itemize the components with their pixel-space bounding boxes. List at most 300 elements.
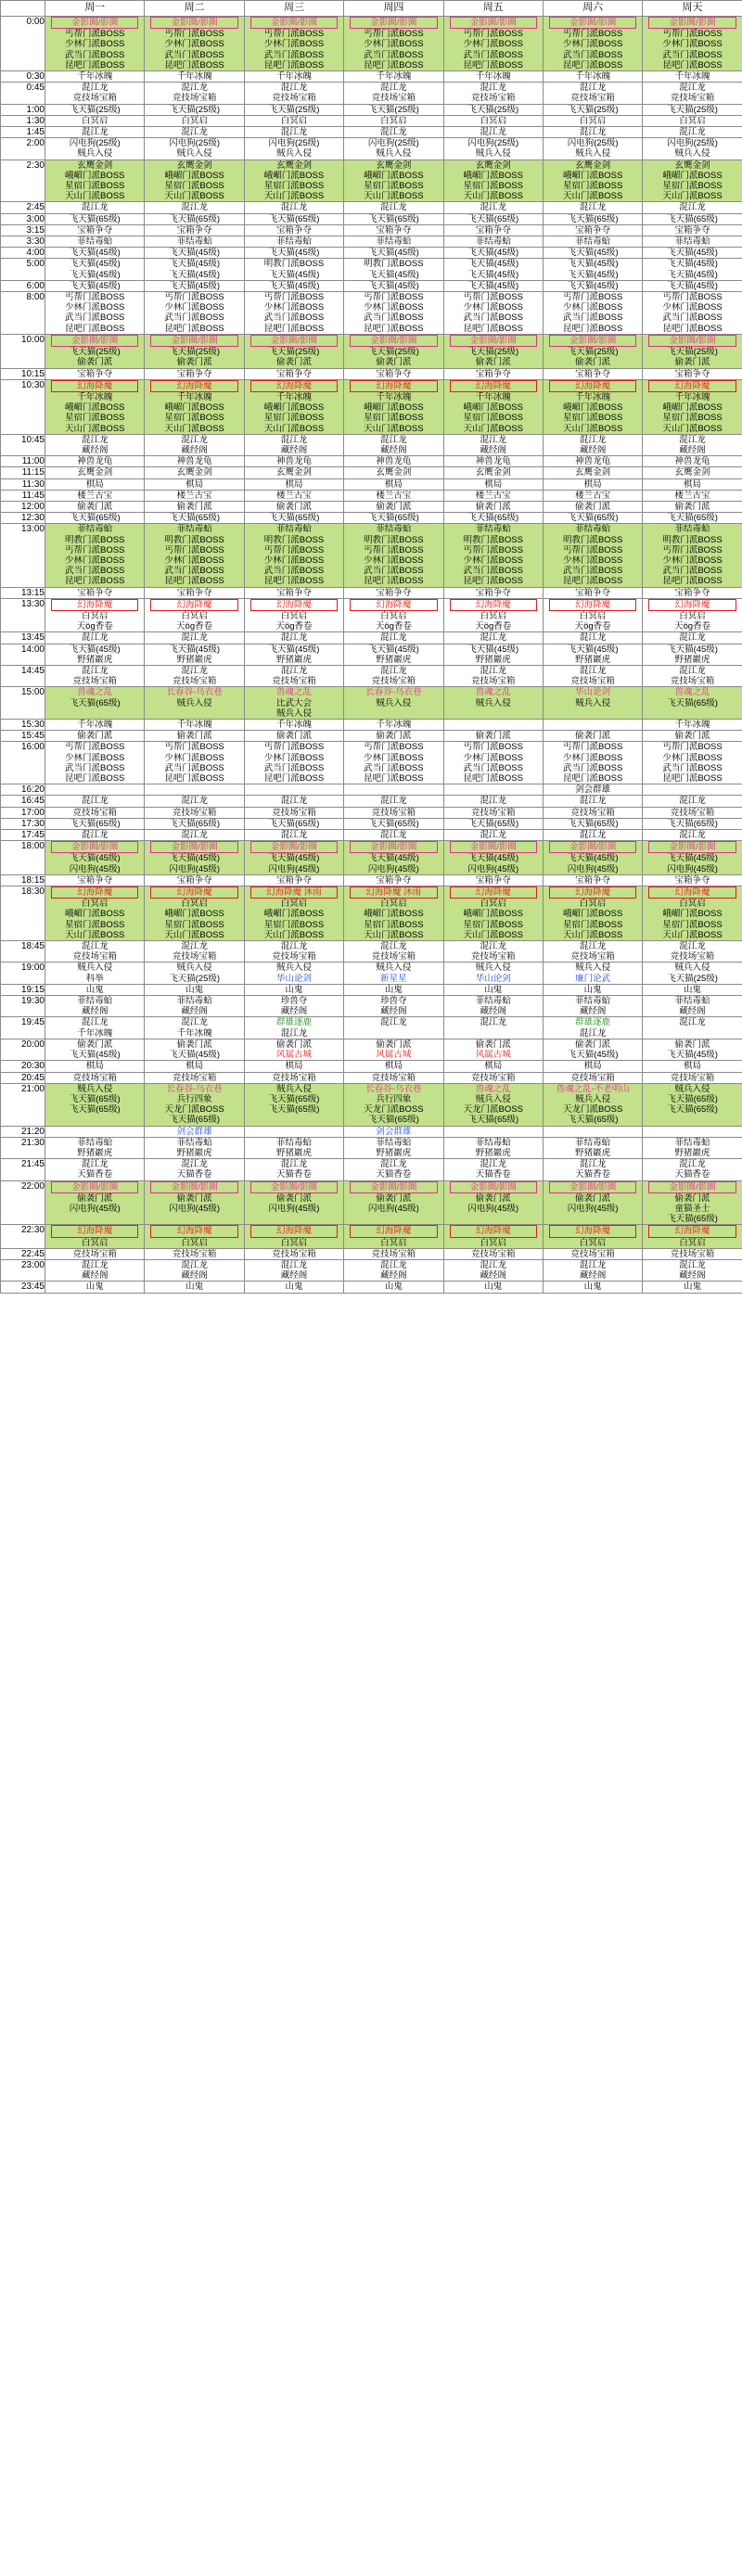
event-label: 混江龙 <box>579 202 607 213</box>
event-label: 菲结毒蛤 <box>475 996 511 1007</box>
event-label: 混江龙 <box>181 796 208 807</box>
event-label: 混江龙 <box>679 830 706 841</box>
event-label: 菲结毒蛤 <box>275 236 312 248</box>
event-label: 宝箱争夺 <box>575 874 611 886</box>
event-label: 混江龙 <box>579 665 607 676</box>
event-label: 藏经阁 <box>280 444 308 455</box>
schedule-cell <box>145 1072 244 1083</box>
event-label: 丐帮门派BOSS <box>64 29 125 40</box>
schedule-cell <box>45 456 145 467</box>
event-label: 天ög香卷 <box>275 621 313 632</box>
event-label: 楼兰古宝 <box>176 490 212 501</box>
table-row <box>1 490 742 501</box>
schedule-cell <box>244 213 343 224</box>
schedule-cell <box>543 784 642 796</box>
event-label: 混江龙 <box>280 202 308 213</box>
event-label: 丐帮门派BOSS <box>364 292 424 303</box>
event-label: 武当门派BOSS <box>662 312 723 324</box>
schedule-cell <box>543 224 642 236</box>
schedule-cell <box>244 259 343 280</box>
schedule-cell <box>543 731 642 742</box>
event-label: 贼兵入侵 <box>575 963 611 974</box>
schedule-cell <box>244 1017 343 1039</box>
event-label: 棋局 <box>484 478 503 490</box>
schedule-cell <box>443 104 543 115</box>
event-label: 贼兵入侵 <box>77 963 113 974</box>
schedule-cell <box>543 1137 642 1158</box>
schedule-cell <box>344 83 443 104</box>
schedule-cell <box>443 784 543 796</box>
schedule-cell <box>543 202 642 213</box>
event-label: 千年冰魄 <box>77 1027 113 1039</box>
event-label: 白冥启 <box>280 899 308 910</box>
schedule-cell <box>643 830 742 841</box>
event-label: 星宿门派BOSS <box>662 181 723 192</box>
schedule-cell <box>543 886 642 941</box>
table-row <box>1 368 742 379</box>
event-label: 星宿门派BOSS <box>662 919 723 930</box>
event-label: 飞天猫(45级) <box>667 280 718 291</box>
schedule-cell <box>145 501 244 512</box>
event-label: 昆吧门派BOSS <box>662 59 723 70</box>
event-label: 丐帮门派BOSS <box>64 292 125 303</box>
event-label: 千年冰魄 <box>275 391 312 402</box>
event-label: 混江龙 <box>480 796 507 807</box>
event-label: 混江龙 <box>380 1159 407 1170</box>
event-label: 贼兵入侵 <box>575 697 611 708</box>
time-label: 14:00 <box>1 644 45 665</box>
event-label: 宝箱争夺 <box>575 368 611 379</box>
event-label: 楼兰古宝 <box>475 490 511 501</box>
schedule-cell <box>443 1282 543 1293</box>
schedule-cell <box>45 71 145 83</box>
event-label: 幻海降魔 <box>150 1225 237 1237</box>
schedule-cell <box>543 159 642 202</box>
event-label: 千年冰魄 <box>77 720 113 730</box>
event-label: 山鬼 <box>85 1282 104 1293</box>
schedule-cell <box>45 996 145 1017</box>
event-label: 飞天猫(45级) <box>367 280 419 291</box>
schedule-cell <box>45 874 145 886</box>
event-label: 闪电狗(25级) <box>567 138 619 149</box>
event-label: 野猪巖虎 <box>275 1147 312 1158</box>
event-label: 星宿门派BOSS <box>364 919 424 930</box>
event-label: 神兽龙龟 <box>475 456 511 467</box>
schedule-cell <box>344 1282 443 1293</box>
schedule-cell <box>145 1137 244 1158</box>
event-label: 偷袭门派 <box>575 501 611 512</box>
event-label: 飞天猫(45级) <box>69 280 121 291</box>
schedule-cell <box>443 731 543 742</box>
event-label: 飞天猫(65级) <box>667 213 718 224</box>
schedule-cell <box>344 1180 443 1225</box>
table-row <box>1 731 742 742</box>
schedule-cell <box>45 1072 145 1083</box>
schedule-cell <box>244 984 343 995</box>
event-label: 宝箱争夺 <box>77 587 113 598</box>
event-label: 兵行四象 <box>176 1093 212 1104</box>
event-label: 天山门派BOSS <box>463 423 523 434</box>
event-label: 昆吧门派BOSS <box>164 59 224 70</box>
schedule-cell <box>145 941 244 963</box>
event-label: 武当门派BOSS <box>164 762 224 773</box>
event-label: 白冥启 <box>480 115 507 126</box>
event-label: 竞技场宝箱 <box>371 951 416 963</box>
schedule-cell <box>244 1072 343 1083</box>
schedule-cell <box>443 490 543 501</box>
schedule-cell <box>244 368 343 379</box>
schedule-cell <box>145 632 244 644</box>
event-label: 山鬼 <box>384 984 403 995</box>
event-label: 飞天猫(65级) <box>69 697 121 708</box>
schedule-cell <box>443 1061 543 1072</box>
event-label: 天山门派BOSS <box>562 929 623 940</box>
event-label: 竞技场宝箱 <box>570 951 615 963</box>
event-label: 星宿门派BOSS <box>364 181 424 192</box>
event-label: 偷袭门派 <box>176 357 212 368</box>
schedule-cell <box>244 1126 343 1137</box>
event-label: 混江龙 <box>380 796 407 807</box>
schedule-cell <box>45 687 145 720</box>
schedule-cell <box>344 456 443 467</box>
schedule-cell <box>643 1061 742 1072</box>
event-label: 混江龙 <box>280 1027 308 1039</box>
event-label: 兽魂之乱 <box>275 687 312 698</box>
schedule-cell <box>344 1225 443 1248</box>
event-label: 金影圈/影圈 <box>350 1181 437 1193</box>
event-label: 藏经阁 <box>81 1006 109 1017</box>
schedule-cell <box>344 742 443 784</box>
event-label: 野猪巖虎 <box>575 1147 611 1158</box>
schedule-cell <box>443 292 543 335</box>
event-label: 贼兵入侵 <box>176 963 212 974</box>
table-row <box>1 598 742 632</box>
event-label: 明教门派BOSS <box>562 534 623 545</box>
event-label: 金影圈/影圈 <box>549 1181 636 1193</box>
event-label: 丐帮门派BOSS <box>562 544 623 555</box>
event-label: 竞技场宝箱 <box>272 951 316 963</box>
event-label: 混江龙 <box>679 83 706 94</box>
schedule-cell <box>145 159 244 202</box>
event-label: 峨嵋门派BOSS <box>64 170 125 181</box>
day-header-mon: 周一 <box>45 1 145 17</box>
event-label: 幻海降魔 <box>648 380 736 392</box>
event-label: 飞天猫(45级) <box>367 269 419 280</box>
schedule-cell <box>443 456 543 467</box>
event-label: 菲结毒蛤 <box>176 524 212 535</box>
event-label: 偷袭门派 <box>176 501 212 512</box>
schedule-cell <box>443 796 543 807</box>
event-label: 混江龙 <box>579 830 607 841</box>
schedule-cell <box>244 720 343 731</box>
event-label: 飞天猫(45级) <box>69 644 121 655</box>
event-label: 竞技场宝箱 <box>272 807 316 818</box>
event-label: 昆吧门派BOSS <box>364 59 424 70</box>
event-label: 混江龙 <box>480 1159 507 1170</box>
event-label: 藏经阁 <box>380 1006 407 1017</box>
event-label: 峨嵋门派BOSS <box>263 402 325 414</box>
schedule-cell <box>543 334 642 368</box>
schedule-cell <box>643 1180 742 1225</box>
event-label: 武当门派BOSS <box>463 566 523 577</box>
event-label: 飞天猫(45级) <box>467 280 519 291</box>
event-label: 风属古城 <box>376 1050 412 1061</box>
schedule-cell <box>543 807 642 818</box>
event-label: 玄鹰金剑 <box>77 159 113 171</box>
time-label: 13:30 <box>1 598 45 632</box>
event-label: 白冥启 <box>480 899 507 910</box>
schedule-cell <box>543 490 642 501</box>
event-label: 混江龙 <box>679 665 706 676</box>
event-label: 菲结毒蛤 <box>475 524 511 535</box>
schedule-cell <box>45 379 145 434</box>
event-label: 金影圈/影圈 <box>450 841 537 853</box>
event-label: 星宿门派BOSS <box>164 181 224 192</box>
event-label: 千年冰魄 <box>674 391 710 402</box>
time-label: 11:00 <box>1 456 45 467</box>
time-label: 15:00 <box>1 687 45 720</box>
event-label: 峨嵋门派BOSS <box>662 170 723 181</box>
event-label: 混江龙 <box>480 83 507 94</box>
event-label: 武当门派BOSS <box>662 762 723 773</box>
time-label: 10:00 <box>1 334 45 368</box>
schedule-cell <box>543 874 642 886</box>
event-label: 飞天猫(65级) <box>69 513 121 524</box>
schedule-cell <box>643 213 742 224</box>
event-label: 群雄逐鹿 <box>275 1017 312 1028</box>
schedule-cell <box>643 796 742 807</box>
event-label: 少林门派BOSS <box>662 39 723 50</box>
schedule-cell <box>344 1017 443 1039</box>
event-label: 棋局 <box>684 1061 702 1072</box>
event-label: 白冥启 <box>579 899 607 910</box>
schedule-cell <box>45 1083 145 1126</box>
schedule-cell <box>145 467 244 478</box>
time-label: 21:00 <box>1 1083 45 1126</box>
event-label: 幻海降魔 <box>51 1225 138 1237</box>
event-label: 飞天猫(45级) <box>467 259 519 270</box>
table-row <box>1 127 742 138</box>
schedule-cell <box>643 687 742 720</box>
event-label: 幻海降魔 <box>450 886 537 899</box>
time-label: 12:00 <box>1 501 45 512</box>
event-label: 混江龙 <box>480 830 507 841</box>
schedule-cell <box>145 874 244 886</box>
event-label: 千年冰魄 <box>275 720 312 730</box>
schedule-cell <box>145 236 244 248</box>
event-label: 偷袭门派 <box>275 501 312 512</box>
event-label: 兽魂之乱 <box>475 687 511 698</box>
schedule-cell <box>643 259 742 280</box>
event-label: 峨嵋门派BOSS <box>263 170 325 181</box>
schedule-cell <box>543 984 642 995</box>
schedule-cell <box>443 874 543 886</box>
event-label: 丐帮门派BOSS <box>562 292 623 303</box>
event-label: 少林门派BOSS <box>463 39 523 50</box>
event-label: 宝箱争夺 <box>176 368 212 379</box>
event-label: 混江龙 <box>679 202 706 213</box>
schedule-cell <box>543 1126 642 1137</box>
table-row <box>1 807 742 818</box>
schedule-cell <box>244 104 343 115</box>
event-label: 少林门派BOSS <box>463 555 523 566</box>
time-label: 3:00 <box>1 213 45 224</box>
event-label: 混江龙 <box>380 1259 407 1270</box>
time-label: 10:30 <box>1 379 45 434</box>
event-label: 菲结毒蛤 <box>77 996 113 1007</box>
event-label: 混江龙 <box>280 830 308 841</box>
time-label: 10:45 <box>1 434 45 455</box>
event-label: 贼兵入侵 <box>475 148 511 159</box>
event-label: 竞技场宝箱 <box>371 807 416 818</box>
time-label: 21:20 <box>1 1126 45 1137</box>
event-label: 偷袭门派 <box>176 1039 212 1050</box>
schedule-cell <box>443 17 543 71</box>
event-label: 星宿门派BOSS <box>562 919 623 930</box>
event-label: 偷袭门派 <box>575 731 611 742</box>
event-label: 少林门派BOSS <box>463 302 523 313</box>
event-label: 千年冰魄 <box>376 71 412 83</box>
event-label: 菲结毒蛤 <box>77 524 113 535</box>
event-label: 混江龙 <box>81 1159 109 1170</box>
schedule-cell <box>244 941 343 963</box>
schedule-cell <box>244 248 343 259</box>
event-label: 兽魂之乱 <box>77 687 113 698</box>
schedule-cell <box>643 818 742 829</box>
event-label: 宝箱争夺 <box>376 368 412 379</box>
event-label: 昆吧门派BOSS <box>364 773 424 784</box>
schedule-cell <box>443 1225 543 1248</box>
event-label: 幻海降魔 <box>51 886 138 899</box>
schedule-cell <box>643 478 742 490</box>
event-label: 竞技场宝箱 <box>570 1248 615 1259</box>
event-label: 天ög香卷 <box>76 621 113 632</box>
event-label: 混江龙 <box>181 83 208 94</box>
schedule-cell <box>145 1248 244 1259</box>
event-label: 闪电狗(45级) <box>567 863 619 874</box>
schedule-cell <box>443 665 543 686</box>
event-label: 金影圈/影圈 <box>150 17 237 29</box>
event-label: 峨嵋门派BOSS <box>164 402 224 414</box>
table-row <box>1 941 742 963</box>
time-label: 17:30 <box>1 818 45 829</box>
schedule-cell <box>145 224 244 236</box>
schedule-cell <box>145 202 244 213</box>
event-label: 飞天猫(65级) <box>367 513 419 524</box>
event-label: 丐帮门派BOSS <box>263 29 325 40</box>
event-label: 峨嵋门派BOSS <box>562 170 623 181</box>
event-label: 藏经阁 <box>480 1270 507 1282</box>
schedule-cell <box>543 996 642 1017</box>
schedule-cell <box>244 587 343 598</box>
schedule-cell <box>643 224 742 236</box>
event-label: 飞天猫(45级) <box>567 248 619 259</box>
schedule-cell <box>344 213 443 224</box>
event-label: 飞天猫(45级) <box>567 259 619 270</box>
table-row <box>1 1083 742 1126</box>
time-label: 18:15 <box>1 874 45 886</box>
event-label: 飞天猫(65级) <box>268 513 320 524</box>
event-label: 昆吧门派BOSS <box>463 59 523 70</box>
schedule-cell <box>344 71 443 83</box>
event-label: 飞天猫(65级) <box>367 1115 419 1126</box>
event-label: 幻海降魔 <box>549 1225 636 1237</box>
event-label: 天猫香卷 <box>575 1169 611 1180</box>
schedule-cell <box>543 818 642 829</box>
event-label: 宝箱争夺 <box>575 587 611 598</box>
event-label: 少林门派BOSS <box>364 555 424 566</box>
event-label: 神兽龙龟 <box>176 456 212 467</box>
schedule-cell <box>145 524 244 587</box>
table-row <box>1 224 742 236</box>
event-label: 偷袭门派 <box>475 501 511 512</box>
event-label: 峨嵋门派BOSS <box>463 402 523 414</box>
event-label: 少林门派BOSS <box>263 302 325 313</box>
schedule-cell <box>443 115 543 126</box>
schedule-cell <box>344 513 443 524</box>
event-label: 竞技场宝箱 <box>570 807 615 818</box>
event-label: 偷袭门派 <box>475 1192 511 1204</box>
schedule-cell <box>643 467 742 478</box>
event-label: 竞技场宝箱 <box>670 1248 715 1259</box>
event-label: 闪电狗(45级) <box>667 863 718 874</box>
schedule-cell <box>244 236 343 248</box>
schedule-cell <box>344 731 443 742</box>
schedule-cell <box>543 478 642 490</box>
event-label: 长春谷-乌衣巷 <box>166 687 223 698</box>
event-label: 混江龙 <box>81 632 109 644</box>
event-label: 混江龙 <box>181 665 208 676</box>
schedule-cell <box>543 513 642 524</box>
event-label: 千年冰魄 <box>176 391 212 402</box>
schedule-cell <box>145 334 244 368</box>
event-label: 明教门派BOSS <box>364 259 424 270</box>
schedule-cell <box>643 587 742 598</box>
event-label: 竞技场宝箱 <box>670 676 715 687</box>
table-row <box>1 874 742 886</box>
event-label: 星宿门派BOSS <box>662 413 723 424</box>
schedule-cell <box>443 1072 543 1083</box>
event-label: 星宿门派BOSS <box>64 181 125 192</box>
schedule-cell <box>244 963 343 984</box>
schedule-cell <box>344 807 443 818</box>
event-label: 玄鹰金剑 <box>77 467 113 478</box>
event-label: 天猫香卷 <box>376 1169 412 1180</box>
table-row <box>1 963 742 984</box>
event-label: 天山门派BOSS <box>164 423 224 434</box>
event-label: 新星星 <box>380 973 407 984</box>
schedule-cell <box>45 587 145 598</box>
event-label: 混江龙 <box>480 127 507 138</box>
schedule-cell <box>244 886 343 941</box>
schedule-cell <box>45 513 145 524</box>
event-label: 混江龙 <box>679 1259 706 1270</box>
schedule-cell <box>443 159 543 202</box>
time-label: 10:15 <box>1 368 45 379</box>
schedule-cell <box>45 127 145 138</box>
event-label: 飞天猫(65级) <box>667 1104 718 1116</box>
event-label: 飞天猫(25级) <box>667 347 718 358</box>
event-label: 混江龙 <box>380 830 407 841</box>
event-label: 白冥启 <box>181 899 208 910</box>
schedule-cell <box>145 115 244 126</box>
schedule-cell <box>543 742 642 784</box>
schedule-cell <box>443 213 543 224</box>
event-label: 宝箱争夺 <box>275 224 312 236</box>
event-label: 武当门派BOSS <box>164 312 224 324</box>
schedule-cell <box>443 644 543 665</box>
event-label: 天山门派BOSS <box>164 191 224 202</box>
